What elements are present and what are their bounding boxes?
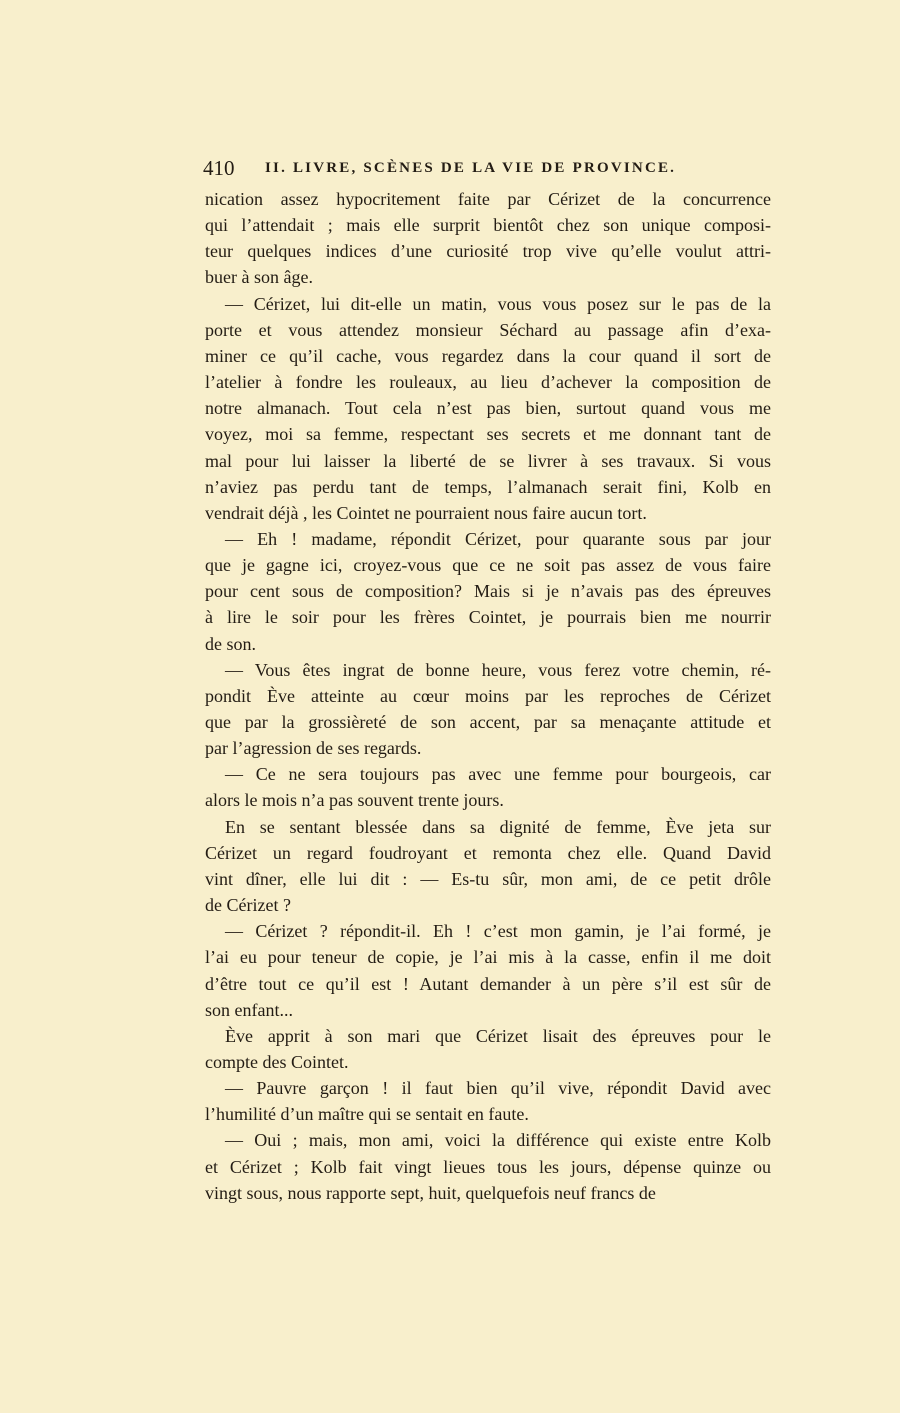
text-line: En se sentant blessée dans sa dignité de femme, Ève jeta sur [225,816,771,837]
text-line: mal pour lui laisser la liberté de se livrer à ses travaux. Si vous [205,450,771,471]
text-line: — Eh ! madame, répondit Cérizet, pour quarante sous par jour [225,528,771,549]
text-line: teur quelques indices d’une curiosité trop vive qu’elle voulut attri- [205,241,771,262]
text-line: et Cérizet ; Kolb fait vingt lieues tous les jours, dépense quinze ou [205,1156,771,1177]
text-line: vingt sous, nous rapporte sept, huit, quelquefois neuf francs de [205,1182,656,1203]
text-line: par l’agression de ses regards. [205,738,422,759]
text-line: Ève apprit à son mari que Cérizet lisait des épreuves pour le [225,1025,771,1046]
running-header [203,156,773,182]
text-line: — Oui ; mais, mon ami, voici la différence qui existe entre Kolb [225,1130,771,1151]
page-number: 410 [203,156,235,180]
text-line: d’être tout ce qu’il est ! Autant demander à un père s’il est sûr de [205,973,771,994]
text-line: qui l’attendait ; mais elle surprit bientôt chez son unique composi- [205,215,771,236]
text-line: — Ce ne sera toujours pas avec une femme pour bourgeois, car [225,764,771,785]
text-line: — Cérizet ? répondit-il. Eh ! c’est mon gamin, je l’ai formé, je [225,921,771,942]
text-line: à lire le soir pour les frères Cointet, je pourrais bien me nourrir [205,607,771,628]
text-line: pondit Ève atteinte au cœur moins par les reproches de Cérizet [205,685,771,706]
text-line: vendrait déjà , les Cointet ne pourraient nous faire aucun tort. [205,502,647,523]
text-line: buer à son âge. [205,267,313,288]
text-line: notre almanach. Tout cela n’est pas bien, surtout quand vous me [205,398,771,419]
text-line: l’ai eu pour teneur de copie, je l’ai mis à la casse, enfin il me doit [205,947,771,968]
text-line: son enfant... [205,999,293,1020]
text-line: miner ce qu’il cache, vous regardez dans la cour quand il sort de [205,345,771,366]
text-line: que je gagne ici, croyez-vous que ce ne soit pas assez de vous faire [205,555,771,576]
text-line: compte des Cointet. [205,1051,349,1072]
text-line: — Cérizet, lui dit-elle un matin, vous vous posez sur le pas de la [225,293,771,314]
text-line: Cérizet un regard foudroyant et remonta chez elle. Quand David [205,842,771,863]
text-line: l’atelier à fondre les rouleaux, au lieu d’achever la composition de [205,372,771,393]
text-line: — Vous êtes ingrat de bonne heure, vous ferez votre chemin, ré- [225,659,771,680]
text-line: l’humilité d’un maître qui se sentait en faute. [205,1104,529,1125]
text-line: n’aviez pas perdu tant de temps, l’almanach serait fini, Kolb en [205,476,771,497]
running-title: II. LIVRE, SCÈNES DE LA VIE DE PROVINCE. [265,160,677,176]
text-line: porte et vous attendez monsieur Séchard au passage afin d’exa- [205,319,771,340]
text-line: nication assez hypocritement faite par Cérizet de la concurrence [205,189,771,209]
text-line: vint dîner, elle lui dit : — Es-tu sûr, mon ami, de ce petit drôle [205,868,771,889]
text-line: — Pauvre garçon ! il faut bien qu’il vive, répondit David avec [225,1078,771,1099]
text-line: que par la grossièreté de son accent, par sa menaçante attitude et [205,712,771,732]
text-line: de Cérizet ? [205,895,291,916]
text-line: alors le mois n’a pas souvent trente jours. [205,790,504,811]
text-line: de son. [205,633,256,654]
text-line: pour cent sous de composition? Mais si je n’avais pas des épreuves [205,581,771,602]
text-line: voyez, moi sa femme, respectant ses secrets et me donnant tant de [205,424,771,445]
